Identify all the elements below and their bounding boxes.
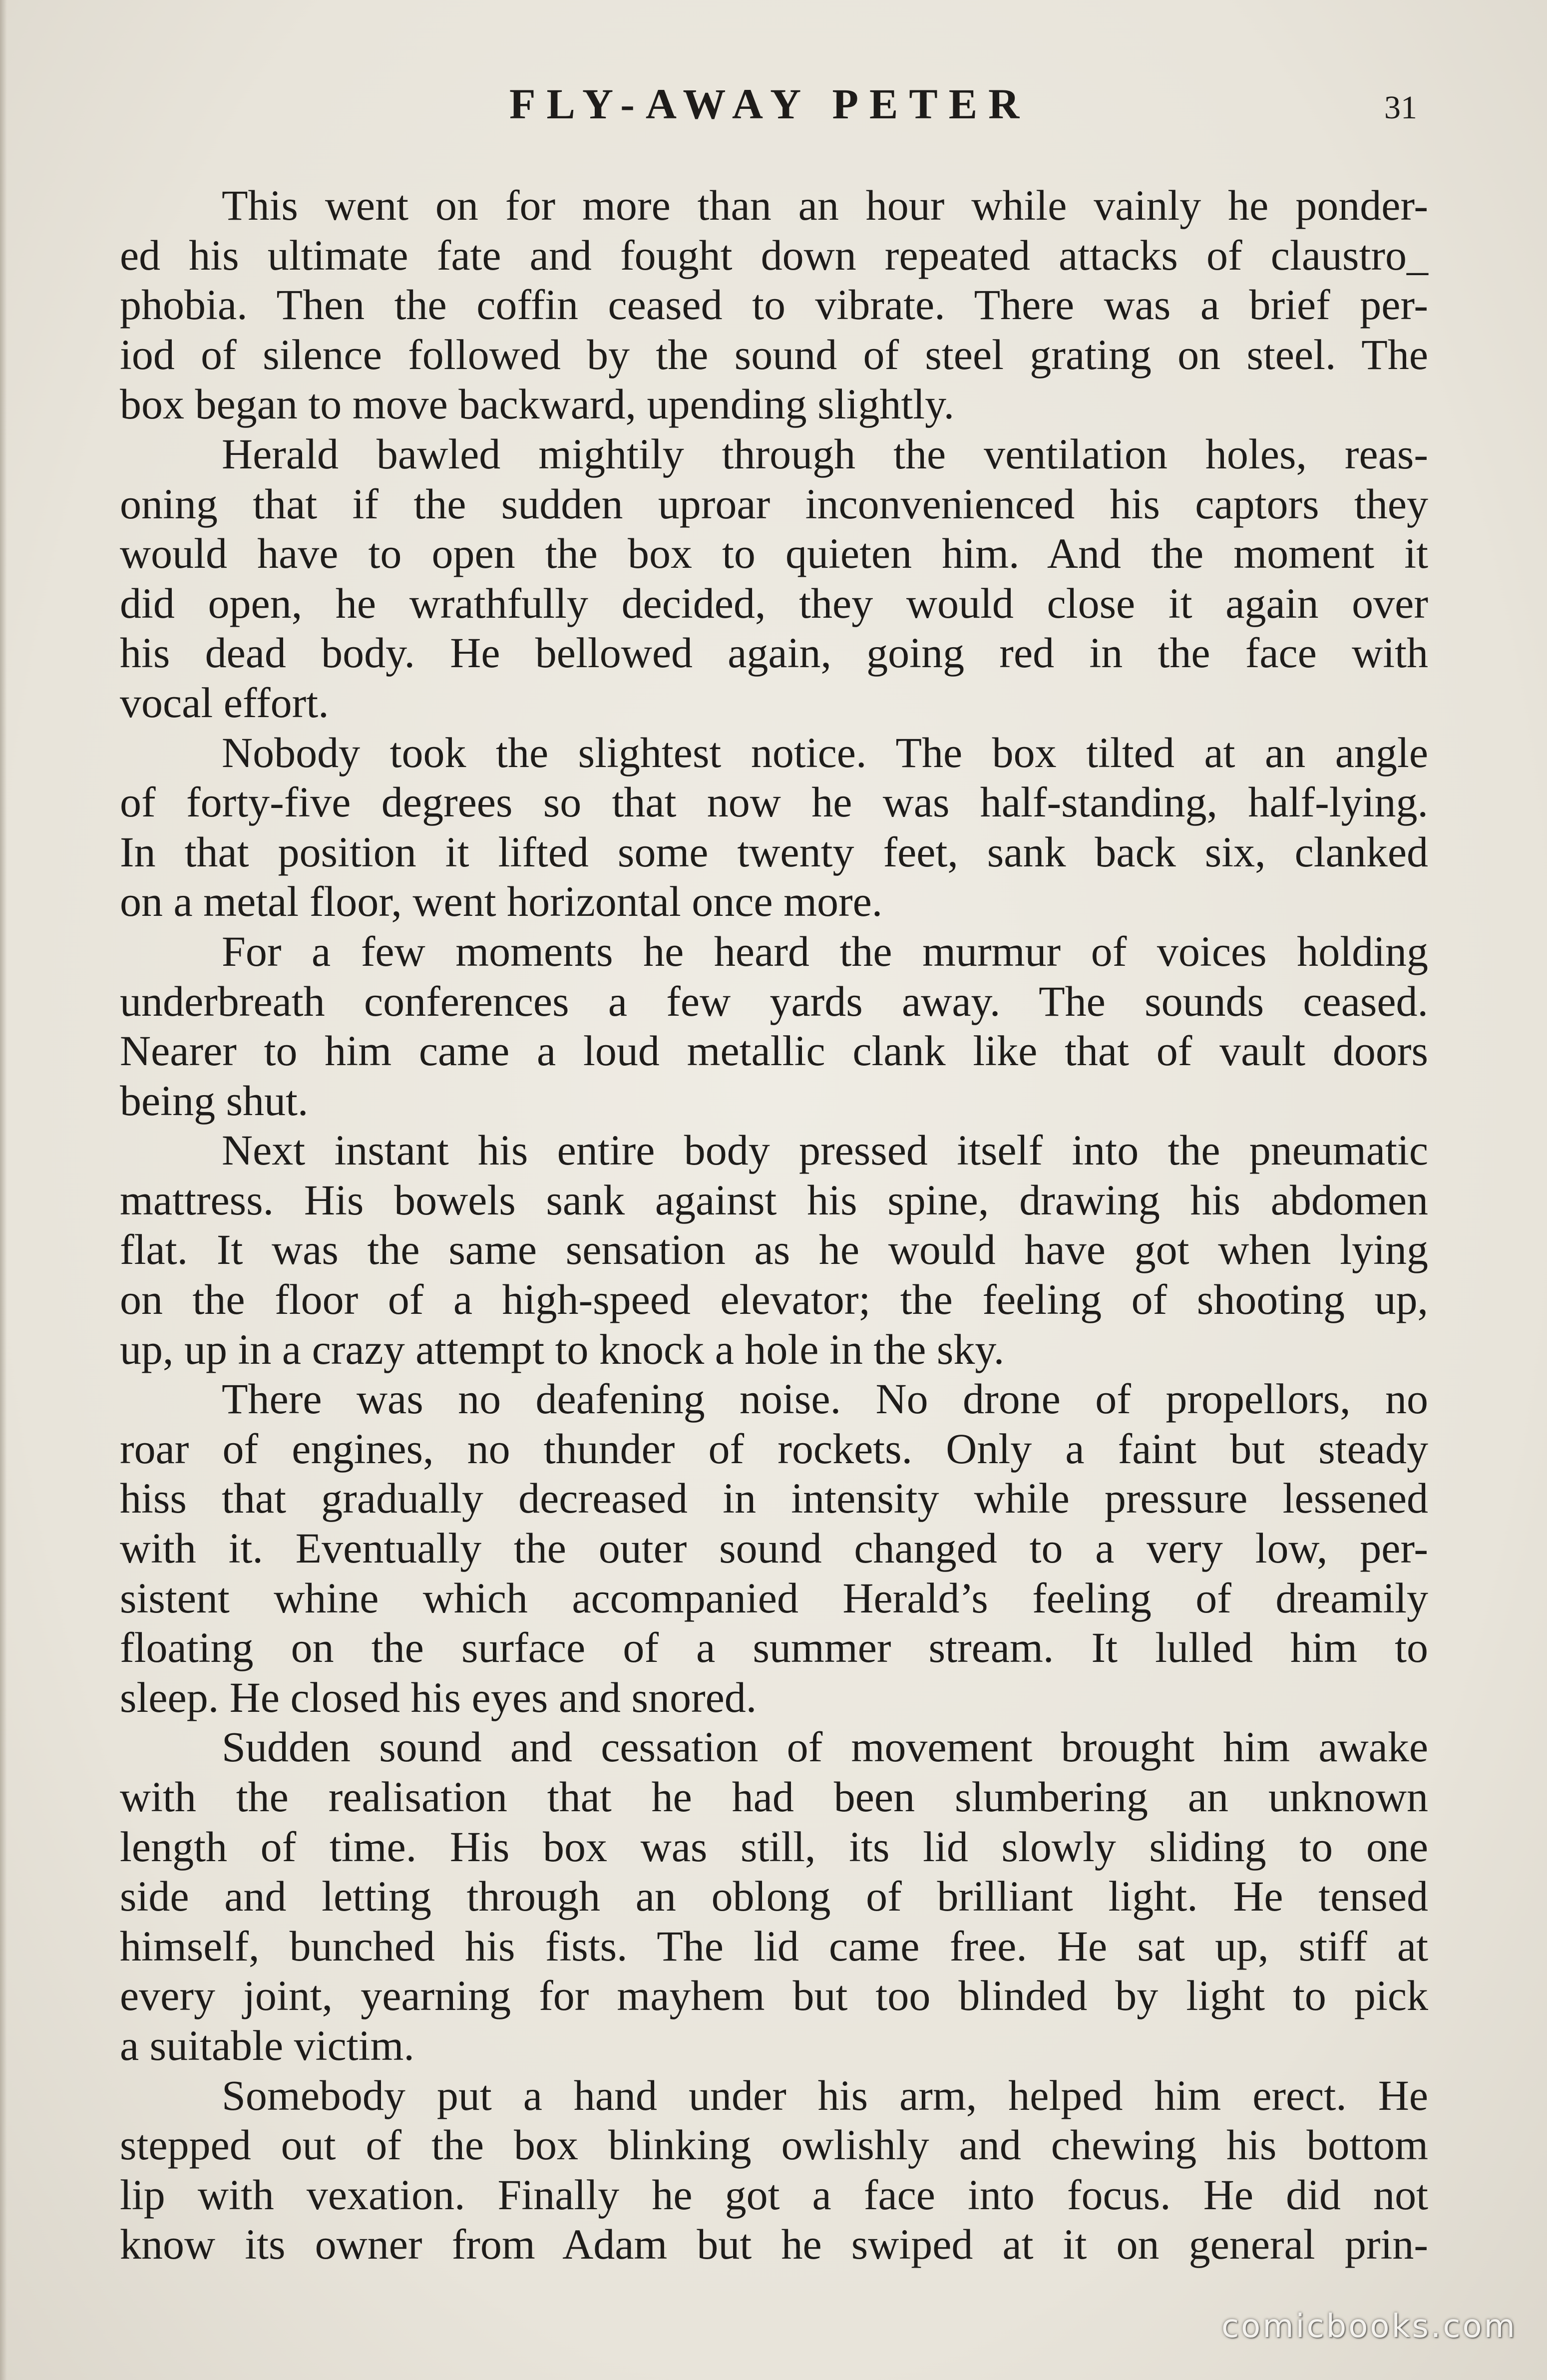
text-line: box began to move backward, upending slightly. [120,380,955,428]
text-line: length of time. His box was still, its lid slowly sliding to one [120,1822,1428,1871]
text-line: his dead body. He bellowed again, going red in the face with [120,629,1428,677]
text-line: did open, he wrathfully decided, they would close it again over [120,579,1428,627]
text-line: flat. It was the same sensation as he would have got when lying [120,1225,1428,1274]
text-line: phobia. Then the coffin ceased to vibrate. There was a brief per- [120,281,1428,329]
page-number: 31 [1384,89,1417,126]
text-line: Nearer to him came a loud metallic clank like that of vault doors [120,1027,1428,1075]
running-title: FLY-AWAY PETER [509,80,1031,128]
text-line: Herald bawled mightily through the ventilation holes, reas- [222,429,1428,478]
text-line: For a few moments he heard the murmur of voices holding [222,927,1428,975]
watermark: comicbooks.com [1221,2308,1517,2345]
text-line: Sudden sound and cessation of movement brought him awake [222,1723,1428,1771]
text-line: Somebody put a hand under his arm, helped him erect. He [222,2071,1428,2119]
page-header [0,75,1547,135]
text-line: a suitable victim. [120,2021,414,2069]
text-line: on a metal floor, went horizontal once more. [120,877,883,926]
text-line: himself, bunched his fists. The lid came free. He sat up, stiff at [120,1922,1428,1970]
text-line: of forty-five degrees so that now he was half-standing, half-lying. [120,778,1428,826]
body-text [120,181,1428,2270]
text-line: mattress. His bowels sank against his spine, drawing his abdomen [120,1176,1428,1224]
text-line: would have to open the box to quieten him. And the moment it [120,529,1428,578]
text-line: vocal effort. [120,678,329,727]
text-line: This went on for more than an hour while vainly he ponder- [222,181,1428,229]
text-line: up, up in a crazy attempt to knock a hole in the sky. [120,1325,1005,1373]
text-line: ed his ultimate fate and fought down repeated attacks of claustro_ [120,231,1428,279]
text-line: hiss that gradually decreased in intensity while pressure lessened [120,1474,1428,1523]
text-line: on the floor of a high-speed elevator; the feeling of shooting up, [120,1275,1428,1324]
text-line: Nobody took the slightest notice. The box tilted at an angle [222,728,1428,777]
text-line: know its owner from Adam but he swiped at it on general prin- [120,2220,1428,2269]
text-line: side and letting through an oblong of brilliant light. He tensed [120,1872,1428,1921]
text-line: with it. Eventually the outer sound changed to a very low, per- [120,1524,1428,1573]
text-line: floating on the surface of a summer stream. It lulled him to [120,1623,1428,1672]
text-line: roar of engines, no thunder of rockets. Only a faint but steady [120,1424,1428,1473]
text-line: underbreath conferences a few yards away. The sounds ceased. [120,977,1428,1025]
text-line: every joint, yearning for mayhem but too blinded by light to pick [120,1972,1428,2020]
page-edge-shadow [0,0,7,2380]
text-line: In that position it lifted some twenty feet, sank back six, clanked [120,827,1428,876]
text-line: sleep. He closed his eyes and snored. [120,1673,757,1721]
text-line: Next instant his entire body pressed itself into the pneumatic [222,1126,1428,1175]
text-line: There was no deafening noise. No drone of propellors, no [222,1375,1428,1423]
text-line: lip with vexation. Finally he got a face into focus. He did not [120,2170,1428,2219]
text-line: with the realisation that he had been slumbering an unknown [120,1773,1428,1821]
text-line: iod of silence followed by the sound of steel grating on steel. The [120,330,1428,379]
text-line: being shut. [120,1076,309,1125]
text-line: oning that if the sudden uproar inconvenienced his captors they [120,479,1428,528]
text-line: sistent whine which accompanied Herald’s feeling of dreamily [120,1574,1428,1622]
text-line: stepped out of the box blinking owlishly and chewing his bottom [120,2121,1428,2169]
